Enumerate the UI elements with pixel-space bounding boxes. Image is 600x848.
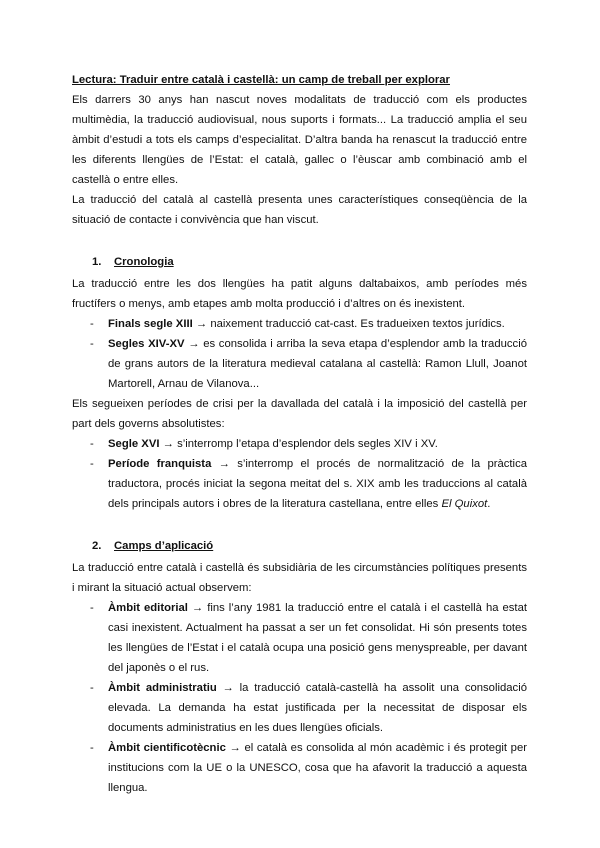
list-item: - Segle XVI → s’interromp l’etapa d’esplendor dels segles XIV i XV. xyxy=(90,438,438,450)
section-heading-cronologia xyxy=(92,252,527,272)
list-item: - Període franquista → s’interromp el procés de normalització de la pràctica traductora, procés iniciat la segona meitat del s. XIX amb les traduccions al català dels principals autors i obres de la literatura castellana, entre elles El Quixot. xyxy=(90,458,527,510)
section-heading-camps xyxy=(92,536,527,556)
cronologia-list-1 xyxy=(72,314,527,394)
document-title: Lectura: Traduir entre català i castellà: un camp de treball per explorar xyxy=(72,74,450,86)
section-title: Cronologia xyxy=(114,256,174,268)
list-item: - Àmbit cientificotècnic → el català es consolida al món acadèmic i és protegit per institucions com la UE o la UNESCO, cosa que ha afavorit la traducció a aquesta llengua. xyxy=(90,742,527,794)
intro-paragraph-2: La traducció del català al castellà presenta unes característiques conseqüència de la situació de contacte i convivència que han viscut. xyxy=(72,194,527,226)
section-middle-paragraph: Els segueixen períodes de crisi per la davallada del català i la imposició del castellà per part dels governs absolutistes: xyxy=(72,398,527,430)
list-item: - Àmbit administratiu → la traducció català-castellà ha assolit una consolidació elevada. La demanda ha estat justificada per la necessitat de disposar els documents administratius en les dues llengües oficials. xyxy=(90,682,527,734)
section-number: 2. xyxy=(92,540,102,552)
camps-list xyxy=(72,598,527,798)
list-item: - Finals segle XIII → naixement traducció cat-cast. Es tradueixen textos jurídics. xyxy=(90,318,505,330)
section-title: Camps d’aplicació xyxy=(114,540,214,552)
section-lead: La traducció entre català i castellà és subsidiària de les circumstàncies polítiques presents i mirant la situació actual observem: xyxy=(72,562,527,594)
cronologia-list-2 xyxy=(72,434,527,514)
list-item: - Segles XIV-XV → es consolida i arriba la seva etapa d’esplendor amb la traducció de grans autors de la literatura medieval catalana al castellà: Ramon Llull, Joanot Martorell, Arnau de Vilanova... xyxy=(90,338,527,390)
intro-paragraph-1: Els darrers 30 anys han nascut noves modalitats de traducció com els productes multimèdia, la traducció audiovisual, nous suports i formats... La traducció amplia el seu àmbit d’estudi a tots els camps d’especialitat. D’altra banda ha renascut la traducció entre les diferents llengües de l’Estat: el català, gallec o l’èuscar amb combinació amb el castellà o entre elles. xyxy=(72,94,527,186)
document-page xyxy=(72,70,527,798)
section-lead: La traducció entre les dos llengües ha patit alguns daltabaixos, amb períodes més fructífers o menys, amb etapes amb molta producció i d’altres on és inexistent. xyxy=(72,278,527,310)
list-item: - Àmbit editorial → fins l’any 1981 la traducció entre el català i el castellà ha estat casi inexistent. Actualment ha passat a ser un fet consolidat. Hi són presents totes les llengües de l’Estat i el català ocupa una posició gens menyspreable, per davant del japonès o el rus. xyxy=(90,602,527,674)
section-number: 1. xyxy=(92,256,102,268)
